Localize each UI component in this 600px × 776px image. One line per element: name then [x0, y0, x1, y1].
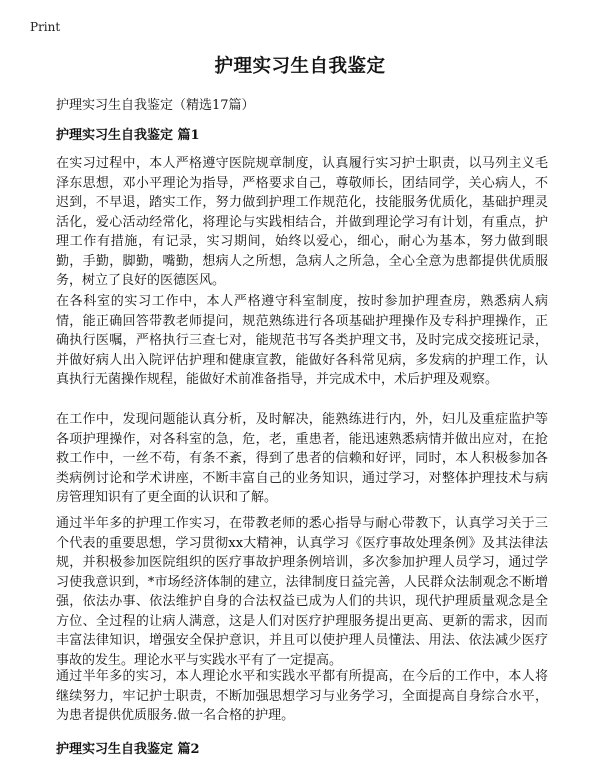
paragraph: 在各科室的实习工作中，本人严格遵守科室制度，按时参加护理查房，熟悉病人病情，能正确回答带教老师提问，规范熟练进行各项基础护理操作及专科护理操作，正确执行医嘱，严格执行三查七对，能规范书写各类护理文书，及时完成交接班记录，并做好病人出入院评估护理和健康宣教，能做好各科常见病，多发病的护理工作，认真执行无菌操作规程，能做好术前准备指导，并完成术中，术后护理及观察。 — [56, 294, 548, 387]
print-link[interactable]: Print — [30, 20, 61, 34]
section-heading: 护理实习生自我鉴定 篇2 — [56, 742, 200, 757]
document-subtitle: 护理实习生自我鉴定（精选17篇） — [56, 98, 255, 113]
paragraph: 通过半年多的实习，本人理论水平和实践水平都有所提高，在今后的工作中，本人将继续努力，牢记护士职责，不断加强思想学习与业务学习，全面提高自身综合水平，为患者提供优质服务.做一名合格的护理。 — [56, 669, 548, 723]
paragraph: 在工作中，发现问题能认真分析，及时解决，能熟练进行内，外，妇儿及重症监护等各项护理操作，对各科室的急，危，老，重患者，能迅速熟悉病情并做出应对，在抢救工作中，一丝不苟，有条不紊，得到了患者的信赖和好评，同时，本人积极参加各类病例讨论和学术讲座，不断丰富自己的业务知识，通过学习，对整体护理技术与病房管理知识有了更全面的认识和了解。 — [56, 412, 548, 505]
section-heading: 护理实习生自我鉴定 篇1 — [56, 128, 200, 143]
document-title: 护理实习生自我鉴定 — [214, 56, 386, 77]
paragraph: 在实习过程中，本人严格遵守医院规章制度，认真履行实习护士职责，以马列主义毛泽东思想，邓小平理论为指导，严格要求自己，尊敬师长，团结同学，关心病人，不迟到，不早退，踏实工作，努力做到护理工作规范化，技能服务优质化，基础护理灵活化，爱心活动经常化，将理论与实践相结合，并做到理论学习有计划，有重点，护理工作有措施，有记录，实习期间，始终以爱心，细心，耐心为基本，努力做到眼勤，手勤，脚勤，嘴勤，想病人之所想，急病人之所急，全心全意为患都提供优质服务，树立了良好的医德医风。 — [56, 156, 548, 288]
paragraph: 通过半年多的护理工作实习，在带教老师的悉心指导与耐心带教下，认真学习关于三个代表的重要思想，学习贯彻xx大精神，认真学习《医疗事故处理条例》及其法律法规，并积极参加医院组织的医疗事故护理条例培训，多次参加护理人员学习，通过学习使我意识到，*市场经济体制的建立，法律制度日益完善，人民群众法制观念不断增强，依法办事、依法维护自身的合法权益已成为人们的共识，现代护理质量观念是全方位、全过程的让病人满意，这是人们对医疗护理服务提出更高、更新的需求，因而丰富法律知识，增强安全保护意识，并且可以使护理人员懂法、用法、依法减少医疗事故的发生。理论水平与实践水平有了一定提高。 — [56, 516, 548, 668]
